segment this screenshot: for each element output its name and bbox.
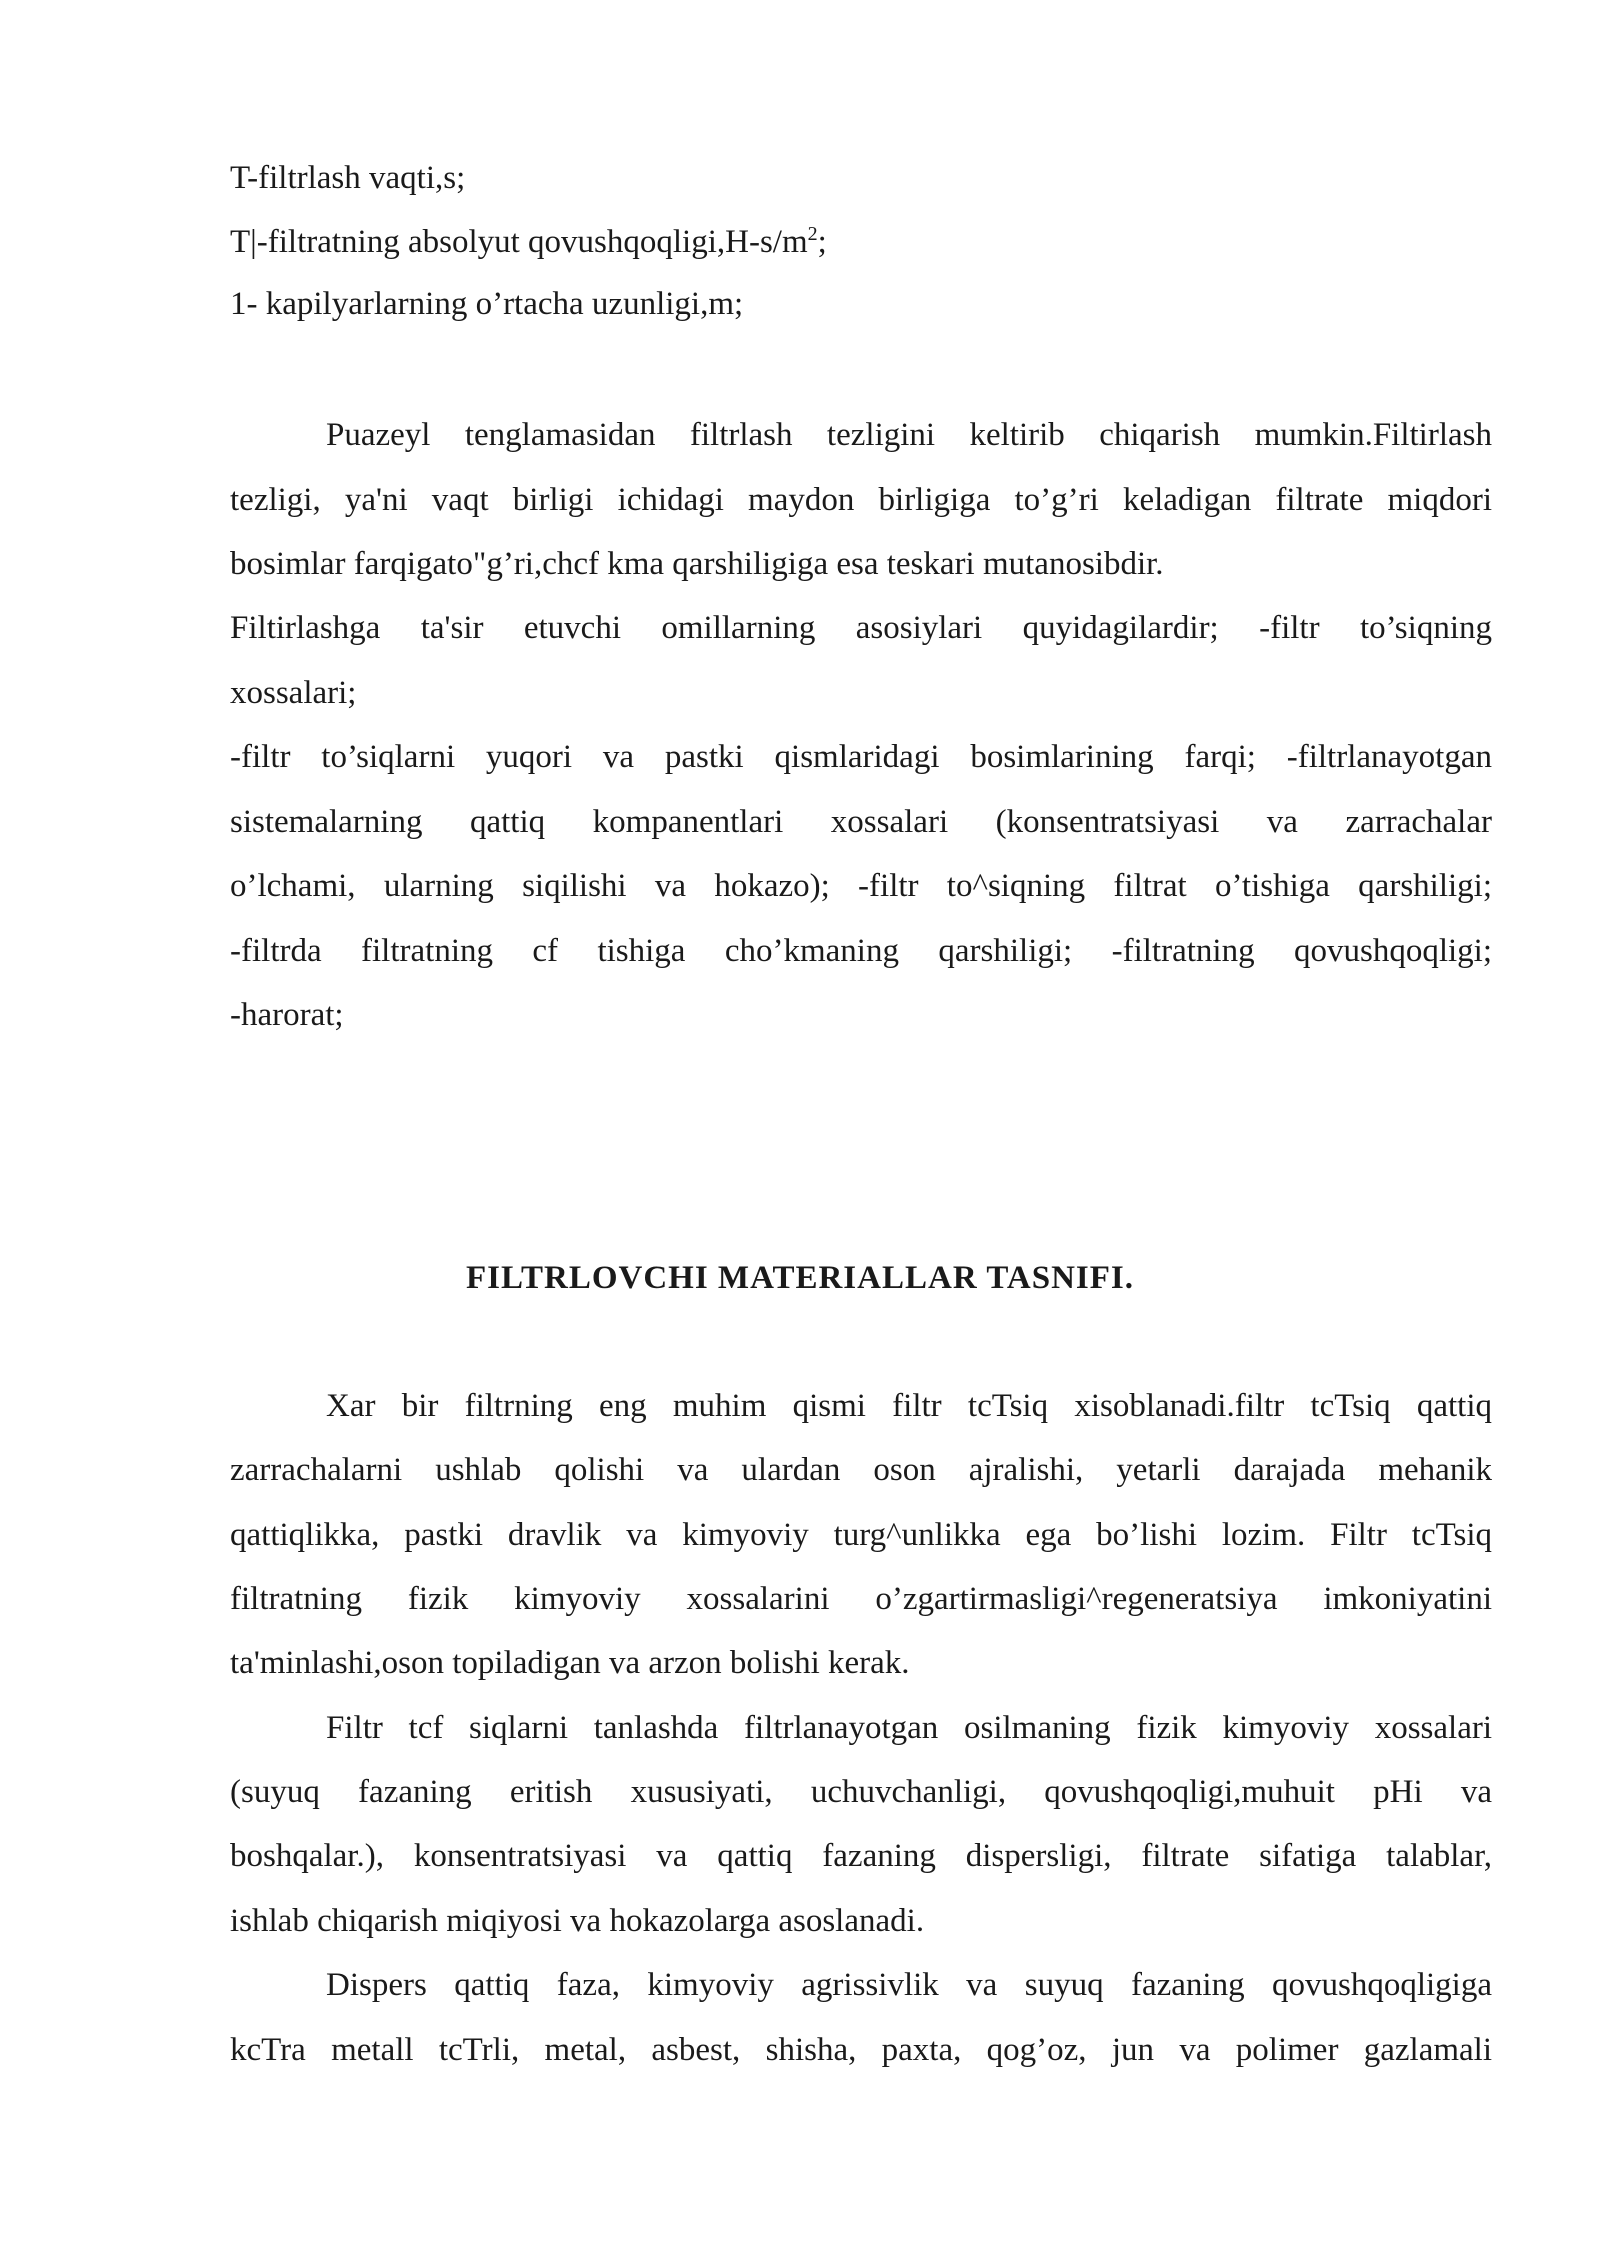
paragraph-line: qattiqlikka, pastki dravlik va kimyoviy turg^unlikka ega bo’lishi lozim. Filtr tcTsiq [230,1517,1492,1553]
paragraph-line: Puazeyl tenglamasidan filtrlash tezligini keltirib chiqarish mumkin.Filtirlash [326,417,1492,453]
paragraph-line: Xar bir filtrning eng muhim qismi filtr tcTsiq xisoblanadi.filtr tcTsiq qattiq [326,1388,1492,1424]
paragraph-line: xossalari; [230,675,357,711]
definition-line: 1- kapilyarlarning o’rtacha uzunligi,m; [230,286,744,322]
paragraph-line: ta'minlashi,oson topiladigan va arzon bolishi kerak. [230,1645,910,1681]
definition-line: T-filtrlash vaqti,s; [230,160,466,196]
paragraph-line: zarrachalarni ushlab qolishi va ulardan oson ajralishi, yetarli darajada mehanik [230,1452,1492,1488]
definition-line: T|-filtratning absolyut $qovushqoqligi,H-s/m^2$; [230,223,827,260]
paragraph-line: -harorat; [230,997,344,1033]
paragraph-line: (suyuq fazaning eritish xususiyati, uchuvchanligi, qovushqoqligi,muhuit pHi va [230,1774,1492,1810]
paragraph-line: -filtrda filtratning cf tishiga cho’kmaning qarshiligi; -filtratning qovushqoqligi; [230,933,1492,969]
paragraph-line: Dispers qattiq faza, kimyoviy agrissivlik va suyuq fazaning qovushqoqligiga [326,1967,1492,2003]
paragraph-line: Filtr tcf siqlarni tanlashda filtrlanayotgan osilmaning fizik kimyoviy xossalari [326,1710,1492,1746]
paragraph-line: sistemalarning qattiq kompanentlari xossalari (konsentratsiyasi va zarrachalar [230,804,1492,840]
paragraph-line: tezligi, ya'ni vaqt birligi ichidagi maydon birligiga to’g’ri keladigan filtrate miqdori [230,482,1492,518]
paragraph-line: bosimlar farqigato"g’ri,chcf kma qarshiligiga esa teskari mutanosibdir. [230,546,1164,582]
paragraph-line: Filtirlashga ta'sir etuvchi omillarning asosiylari quyidagilardir; -filtr to’siqning [230,610,1492,646]
paragraph-line: ishlab chiqarish miqiyosi va hokazolarga asoslanadi. [230,1903,925,1939]
paragraph-line: kcTra metall tcTrli, metal, asbest, shisha, paxta, qog’oz, jun va polimer gazlamali [230,2032,1492,2068]
paragraph-line: o’lchami, ularning siqilishi va hokazo); -filtr to^siqning filtrat o’tishiga qarshiligi; [230,868,1492,904]
paragraph-line: boshqalar.), konsentratsiyasi va qattiq fazaning dispersligi, filtrate sifatiga talablar, [230,1838,1492,1874]
paragraph-line: filtratning fizik kimyoviy xossalarini o’zgartirmasligi^regeneratsiya imkoniyatini [230,1581,1492,1617]
paragraph-line: -filtr to’siqlarni yuqori va pastki qismlaridagi bosimlarining farqi; -filtrlanayotgan [230,739,1492,775]
section-heading: FILTRLOVCHI MATERIALLAR TASNIFI. [466,1260,1134,1296]
